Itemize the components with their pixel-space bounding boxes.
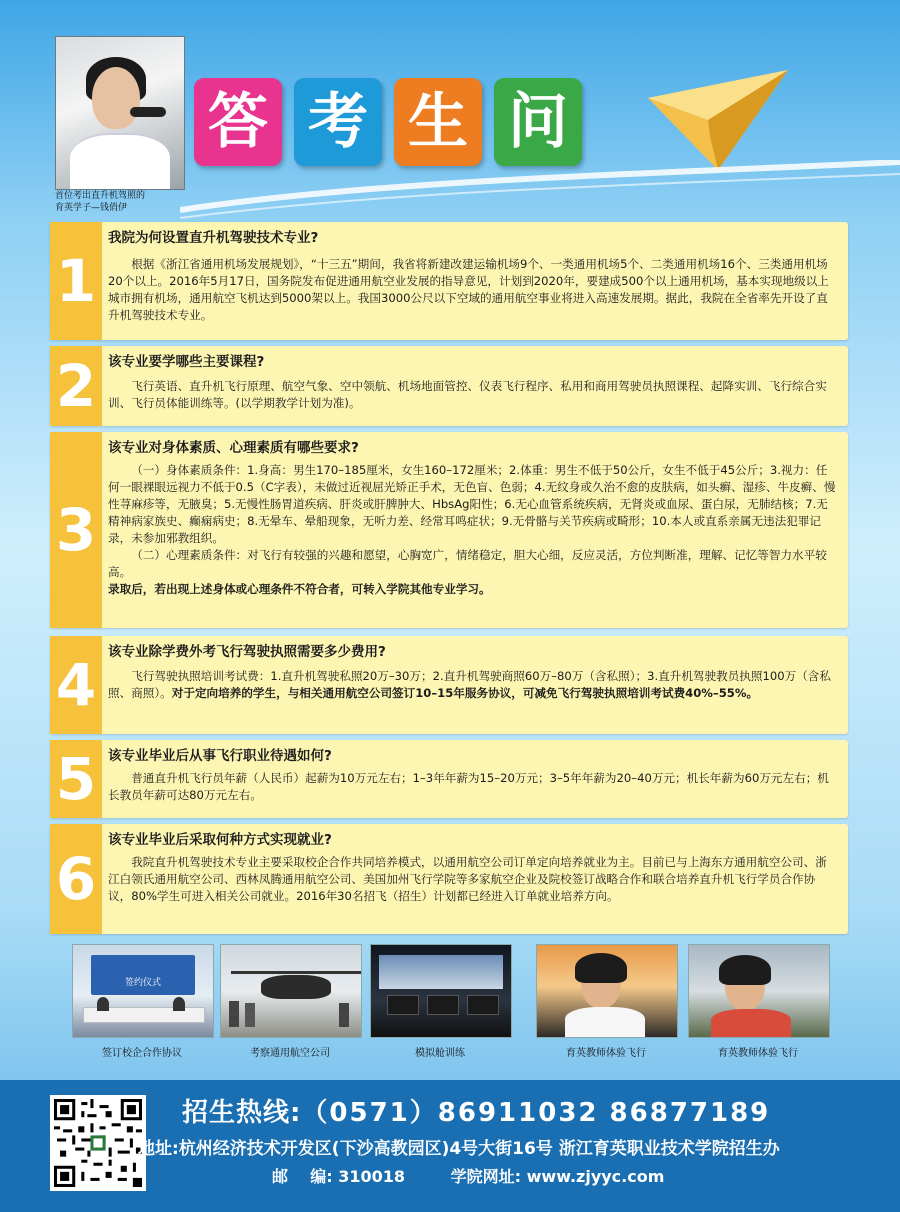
hotline-row — [182, 1092, 770, 1129]
gallery-item-visit — [220, 944, 360, 1059]
gallery-photo-signing — [72, 944, 214, 1038]
gallery-photo-simulator — [370, 944, 512, 1038]
qa-answer-5: 普通直升机飞行员年薪（人民币）起薪为10万元左右；1–3年年薪为15–20万元；3–5年年薪为20–40万元；机长年薪为60万元左右；机长教员年薪可达80万元左右。 — [108, 771, 829, 802]
qa-answer-3: （一）身体素质条件：1.身高：男生170–185厘米，女生160–172厘米；2.体重：男生不低于50公斤，女生不低于45公斤；3.视力：任何一眼裸眼远视力不低于0.5（C字表），未做过近视屈光矫正手术，无色盲、色弱；4.无纹身或久治不愈的皮肤病，如头癣、湿疹、牛皮癣、慢性荨麻疹等，无腋臭；5.无慢性肠胃道疾病、肝炎或肝脾肿大、HbsAg阳性；6.无心血管系统疾病，无肾炎或血尿、蛋白尿，无肺结核；7.无精神病家族史、癫痫病史；8.无晕车、晕船现象，无听力差、经常耳鸣症状；9.无骨骼与关节疾病或畸形；10.本人或直系亲属无违法犯罪记录，未参加邪教组织。 （二）心理素质条件：对飞行有较强的兴趣和愿望，心胸宽广，情绪稳定，胆大心细，反应灵活，方位判断准，理解、记忆等智力水平较高。 录取后，若出现上述身体或心理条件不符合者，可转入学院其他专业学习。 — [108, 463, 836, 596]
gallery-item-flight-2 — [688, 944, 828, 1059]
address-label: 地址: — [138, 1139, 179, 1159]
photo-caption-line1: 首位考出直升机驾照的 — [55, 191, 146, 201]
paper-plane-icon — [648, 70, 788, 170]
qa-question-4: 该专业除学费外考飞行驾驶执照需要多少费用? — [108, 644, 386, 660]
qa-block-1 — [50, 222, 848, 340]
qa-question-1: 我院为何设置直升机驾驶技术专业? — [108, 230, 319, 246]
title-char-1: 答 — [194, 78, 282, 166]
qa-block-5 — [50, 740, 848, 818]
address-row — [138, 1134, 780, 1159]
postcode-value: 310018 — [338, 1167, 406, 1186]
qa-question-2: 该专业要学哪些主要课程? — [108, 354, 265, 370]
qa-question-6: 该专业毕业后采取何种方式实现就业? — [108, 832, 332, 848]
qa-block-4 — [50, 636, 848, 734]
qr-code-icon[interactable] — [50, 1095, 146, 1191]
gallery-item-flight-1 — [536, 944, 676, 1059]
gallery-caption-5: 育英教师体验飞行 — [718, 1048, 798, 1059]
gallery-caption-3: 模拟舱训练 — [415, 1048, 465, 1059]
qa-number-3: 3 — [50, 432, 102, 628]
pilot-photo — [55, 36, 185, 190]
address-text: 杭州经济技术开发区(下沙高教园区)4号大街16号 浙江育英职业技术学院招生办 — [178, 1139, 780, 1159]
signing-banner-text: 签约仪式 — [124, 978, 161, 988]
photo-caption-line2: 育英学子—钱俏伊 — [55, 203, 128, 213]
gallery-caption-4: 育英教师体验飞行 — [566, 1048, 646, 1059]
postcode-row — [272, 1164, 664, 1187]
qa-number-1: 1 — [50, 222, 102, 340]
qa-answer-6: 我院直升机驾驶技术专业主要采取校企合作共同培养模式，以通用航空公司订单定向培养就业为主。目前已与上海东方通用航空公司、浙江白领氏通用航空公司、西林凤腾通用航空公司、美国加州飞行学院等多家航空企业及院校签订战略合作和联合培养直升机飞行学员合作协议，80%学生可进入相关公司就业。2016年30名招飞（招生）计划都已经进入订单就业培养方向。 — [108, 855, 827, 903]
qa-question-3: 该专业对身体素质、心理素质有哪些要求? — [108, 440, 359, 456]
qa-number-6: 6 — [50, 824, 102, 934]
title-char-4: 问 — [494, 78, 582, 166]
gallery-item-simulator — [370, 944, 510, 1059]
gallery-caption-1: 签订校企合作协议 — [102, 1048, 182, 1059]
qa-answer-1: 根据《浙江省通用机场发展规划》，“十三五”期间，我省将新建改建运输机场9个、一类通用机场5个、二类通用机场16个、三类通用机场20个以上。2016年5月17日，国务院发布促进通用航空业发展的指导意见，计划到2020年，要建成500个以上通用机场，基本实现地级以上城市拥有机场，通用航空飞机达到5000架以上。我国3000公尺以下空域的通用航空事业将进入高速发展期。据此，我院在全省率先开设了直升机驾驶技术专业。 — [108, 257, 829, 322]
qa-answer-2: 飞行英语、直升机飞行原理、航空气象、空中领航、机场地面管控、仪表飞行程序、私用和商用驾驶员执照课程、起降实训、飞行综合实训、飞行员体能训练等。(以学期教学计划为准)。 — [108, 379, 827, 410]
gallery-photo-flight-1 — [536, 944, 678, 1038]
hotline-numbers[interactable]: （0571）86911032 86877189 — [301, 1098, 771, 1128]
swoosh-decoration — [180, 160, 900, 220]
title-char-3: 生 — [394, 78, 482, 166]
gallery-photo-visit — [220, 944, 362, 1038]
qa-question-5: 该专业毕业后从事飞行职业待遇如何? — [108, 748, 332, 764]
qa-answer-4: 飞行驾驶执照培训考试费：1.直升机驾驶私照20万–30万；2.直升机驾驶商照60万–80万（含私照）；3.直升机驾驶教员执照100万（含私照、商照）。对于定向培养的学生，与相关通用航空公司签订10–15年服务协议，可减免飞行驾驶执照培训考试费40%–55%。 — [108, 669, 831, 700]
qa-number-5: 5 — [50, 740, 102, 818]
gallery-item-signing — [72, 944, 212, 1059]
hotline-label: 招生热线: — [182, 1098, 302, 1128]
qa-block-6 — [50, 824, 848, 934]
website-label: 学院网址: — [450, 1167, 522, 1186]
website-link[interactable]: www.zjyyc.com — [526, 1167, 665, 1186]
qa-number-4: 4 — [50, 636, 102, 734]
gallery-caption-2: 考察通用航空公司 — [250, 1048, 330, 1059]
qa-note-3: 录取后，若出现上述身体或心理条件不符合者，可转入学院其他专业学习。 — [108, 582, 491, 596]
qa-block-3 — [50, 432, 848, 628]
postcode-label: 邮 编: — [272, 1167, 333, 1186]
title-char-2: 考 — [294, 78, 382, 166]
photo-caption — [55, 190, 195, 214]
qa-number-2: 2 — [50, 346, 102, 426]
qa-block-2 — [50, 346, 848, 426]
gallery-photo-flight-2 — [688, 944, 830, 1038]
